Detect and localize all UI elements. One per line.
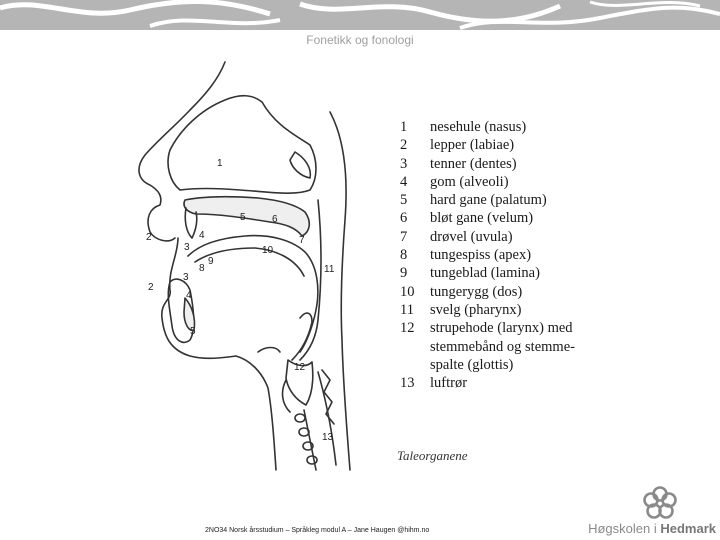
legend-item: 8 tungespiss (apex): [400, 247, 532, 264]
top-decorative-band: [0, 0, 720, 30]
footer-text: 2NO34 Norsk årsstudium – Språkleg modul A – Jane Haugen @hihm.no: [205, 527, 430, 534]
fig-label-5-lower: 5: [190, 326, 196, 337]
legend-item: 12 strupehode (larynx) med: [400, 320, 573, 337]
fig-label-13: 13: [322, 432, 334, 443]
legend-item: 2 lepper (labiae): [400, 137, 515, 154]
legend-item: 10 tungerygg (dos): [400, 283, 523, 300]
college-logo-icon: [640, 483, 680, 523]
back-of-head: [330, 112, 350, 470]
fig-label-2: 2: [146, 232, 152, 243]
legend-item-continuation: spalte (glottis): [430, 356, 514, 373]
fig-label-6: 6: [272, 214, 278, 225]
legend-item: 5 hard gane (palatum): [400, 192, 547, 209]
legend-item-continuation: stemmebånd og stemme-: [430, 338, 575, 355]
legend-item: 3 tenner (dentes): [400, 155, 517, 172]
legend-item: 4 gom (alveoli): [400, 173, 509, 190]
fig-label-4: 4: [199, 230, 205, 241]
fig-label-11: 11: [324, 264, 335, 275]
fig-label-12: 12: [294, 362, 306, 373]
legend-item: 6 bløt gane (velum): [400, 210, 534, 227]
fig-label-3-lower: 3: [183, 272, 189, 283]
legend-item: 13 luftrør: [400, 375, 468, 392]
legend-item: 1 nesehule (nasus): [400, 119, 527, 135]
fig-label-7: 7: [299, 235, 305, 246]
legend-item: 7 drøvel (uvula): [400, 228, 513, 245]
brand-prefix: Høgskolen i: [588, 521, 657, 536]
fig-label-5: 5: [240, 212, 246, 223]
fig-label-4-lower: 4: [186, 290, 192, 301]
brand-name: [588, 521, 716, 536]
fig-label-10: 10: [262, 245, 274, 256]
tongue: [188, 236, 318, 352]
legend-item: 11 svelg (pharynx): [400, 301, 522, 318]
brand-emphasis: Hedmark: [660, 521, 716, 536]
fig-label-1: 1: [217, 158, 223, 169]
legend: [400, 118, 575, 392]
fig-label-3: 3: [184, 242, 190, 253]
fig-label-2-lower: 2: [148, 282, 154, 293]
slide-title: Fonetikk og fonologi: [306, 33, 414, 47]
legend-item: 9 tungeblad (lamina): [400, 265, 540, 282]
diagram-caption: Taleorganene: [397, 448, 468, 463]
fig-label-9: 9: [208, 256, 214, 267]
swirl-pattern: [0, 0, 720, 30]
fig-label-8: 8: [199, 263, 205, 274]
